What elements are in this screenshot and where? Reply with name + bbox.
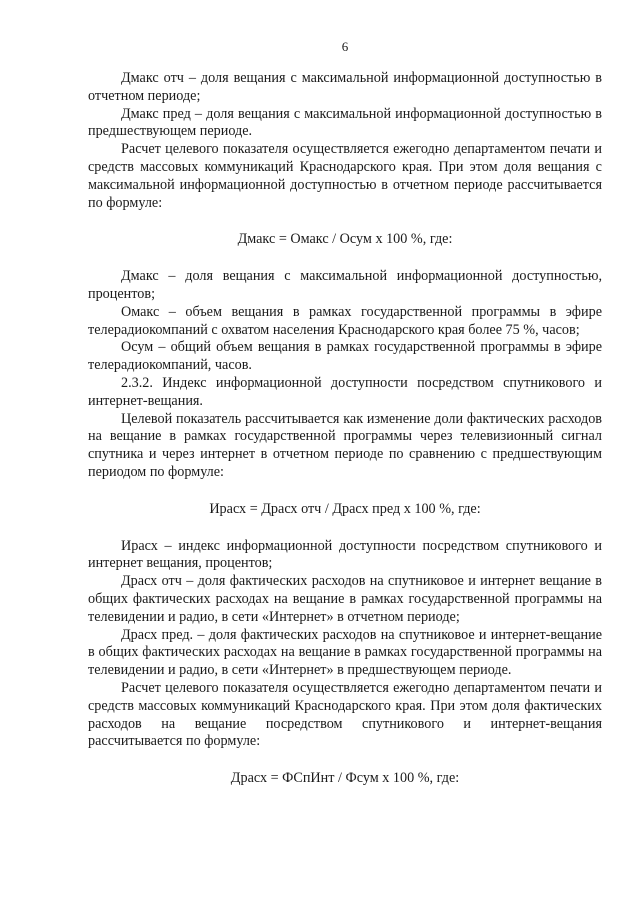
formula-dmaks: Дмакс = Омакс / Осум х 100 %, где:	[237, 231, 453, 248]
definition-irash: Ирасх – индекс информационной доступности посредством спутникового и интернет вещания, процентов;	[88, 537, 602, 572]
indicator-description: Целевой показатель рассчитывается как изменение доли фактических расходов на вещание в рамках государственной программы через телевизионный сигнал спутника и через интернет в отчетном периоде по сравнению с предшествующим периодом по формуле:	[88, 410, 602, 480]
section-heading-2-3-2: 2.3.2. Индекс информационной доступности посредством спутникового и интернет-вещания.	[88, 374, 602, 409]
definition-dmaks: Дмакс – доля вещания с максимальной информационной доступностью, процентов;	[88, 268, 602, 302]
definition-drash-otch: Драсх отч – доля фактических расходов на спутниковое и интернет вещание в общих фактических расходах на вещание в рамках государственной программы на телевидении и радио, в сети «Интернет» в отчетном периоде;	[88, 573, 602, 625]
formula-drash: Драсх = ФСпИнт / Фсум х 100 %, где:	[230, 770, 460, 787]
formula-irash: Ирасх = Драсх отч / Драсх пред х 100 %, где:	[209, 500, 481, 517]
page-number: 6	[341, 39, 349, 54]
definition-dmaks-pred: Дмакс пред – доля вещания с максимальной информационной доступностью в предшествующем периоде.	[88, 105, 602, 140]
definition-dmaks-otch: Дмакс отч – доля вещания с максимальной информационной доступностью в отчетном периоде;	[88, 70, 602, 104]
definition-drash-pred: Драсх пред. – доля фактических расходов на спутниковое и интернет-вещание в общих фактических расходах на вещание в рамках государственной программы на телевидении и радио, в сети «Интернет» в предшествующем периоде.	[88, 626, 602, 679]
calculation-paragraph-1: Расчет целевого показателя осуществляется ежегодно департаментом печати и средств массовых коммуникаций Краснодарского края. При этом доля вещания с максимальной информационной доступностью в отчетном периоде рассчитывается по формуле:	[88, 141, 602, 211]
document-page	[88, 38, 602, 788]
definition-omaks: Омакс – объем вещания в рамках государственной программы в эфире телерадиокомпаний с охватом населения Краснодарского края более 75 %, часов;	[88, 303, 602, 338]
calculation-paragraph-2: Расчет целевого показателя осуществляется ежегодно департаментом печати и средств массовых коммуникаций Краснодарского края. При этом доля фактических расходов на вещание посредством спутникового и интернет-вещания рассчитывается по формуле:	[88, 679, 602, 750]
definition-osum: Осум – общий объем вещания в рамках государственной программы в эфире телерадиокомпаний, часов.	[88, 339, 602, 374]
